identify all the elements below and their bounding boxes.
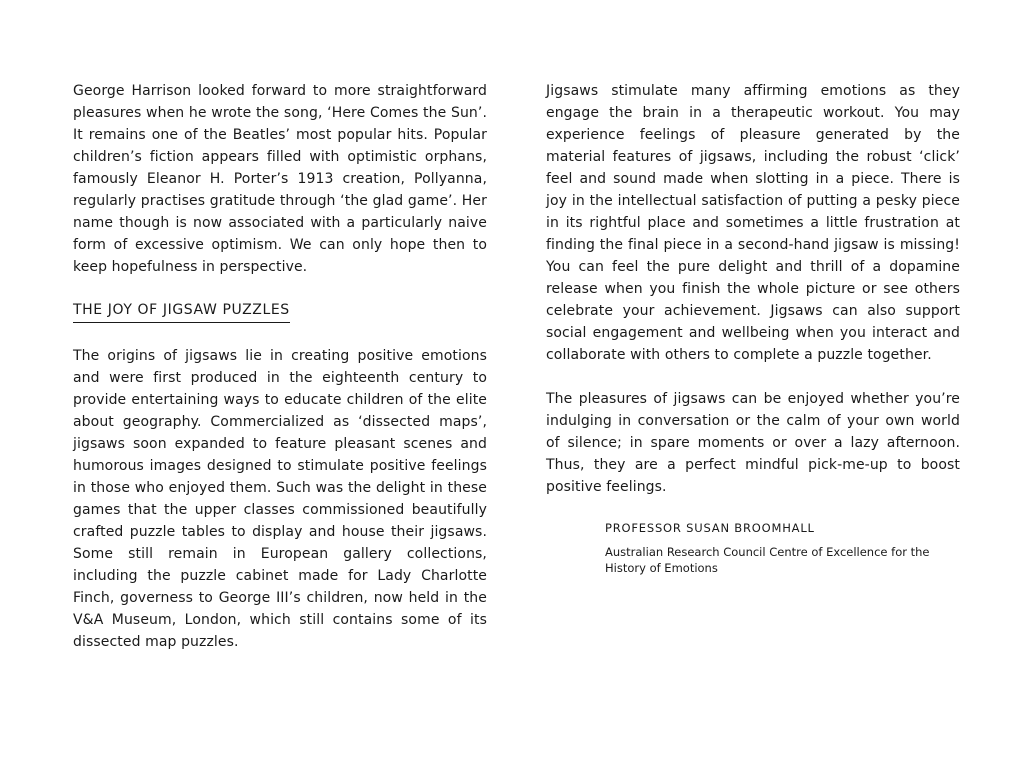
right-column xyxy=(546,80,960,576)
author-attribution xyxy=(605,520,960,576)
section-paragraph: The origins of jigsaws lie in creating positive emotions and were first produced in the eighteenth century to provide entertaining ways to educate children of the elite about geography. Commercialized as ‘dissected maps’, jigsaws soon expanded to feature pleasant scenes and humorous images designed to stimulate positive feelings in those who enjoyed them. Such was the delight in these games that the upper classes commissioned beautifully crafted puzzle tables to display and house their jigsaws. Some still remain in European gallery collections, including the puzzle cabinet made for Lady Charlotte Finch, governess to George III’s children, now held in the V&A Museum, London, which still contains some of its dissected map puzzles. xyxy=(73,348,487,650)
left-column xyxy=(73,80,487,653)
paragraph-gap xyxy=(546,366,960,388)
section-heading: THE JOY OF JIGSAW PUZZLES xyxy=(73,300,290,323)
body-paragraph-1: Jigsaws stimulate many affirming emotions as they engage the brain in a therapeutic workout. You may experience feelings of pleasure generated by the material features of jigsaws, including the robust ‘click’ feel and sound made when slotting in a piece. There is joy in the intellectual satisfaction of putting a pesky piece in its rightful place and sometimes a little frustration at finding the final piece in a second-hand jigsaw is missing! You can feel the pure delight and thrill of a dopamine release when you finish the whole picture or see others celebrate your achievement. Jigsaws can also support social engagement and wellbeing when you interact and collaborate with others to complete a puzzle together. xyxy=(546,83,960,363)
author-name: PROFESSOR SUSAN BROOMHALL xyxy=(605,521,815,535)
body-paragraph-2: The pleasures of jigsaws can be enjoyed whether you’re indulging in conversation or the calm of your own world of silence; in spare moments or over a lazy afternoon. Thus, they are a perfect mindful pick-me-up to boost positive feelings. xyxy=(546,391,960,495)
intro-paragraph: George Harrison looked forward to more straightforward pleasures when he wrote the song, ‘Here Comes the Sun’. It remains one of the Beatles’ most popular hits. Popular children’s fiction appears filled with optimistic orphans, famously Eleanor H. Porter’s 1913 creation, Pollyanna, regularly practises gratitude through ‘the glad game’. Her name though is now associated with a particularly naive form of excessive optimism. We can only hope then to keep hopefulness in perspective. xyxy=(73,83,487,275)
author-organisation: Australian Research Council Centre of Excellence for the History of Emotions xyxy=(605,545,930,575)
